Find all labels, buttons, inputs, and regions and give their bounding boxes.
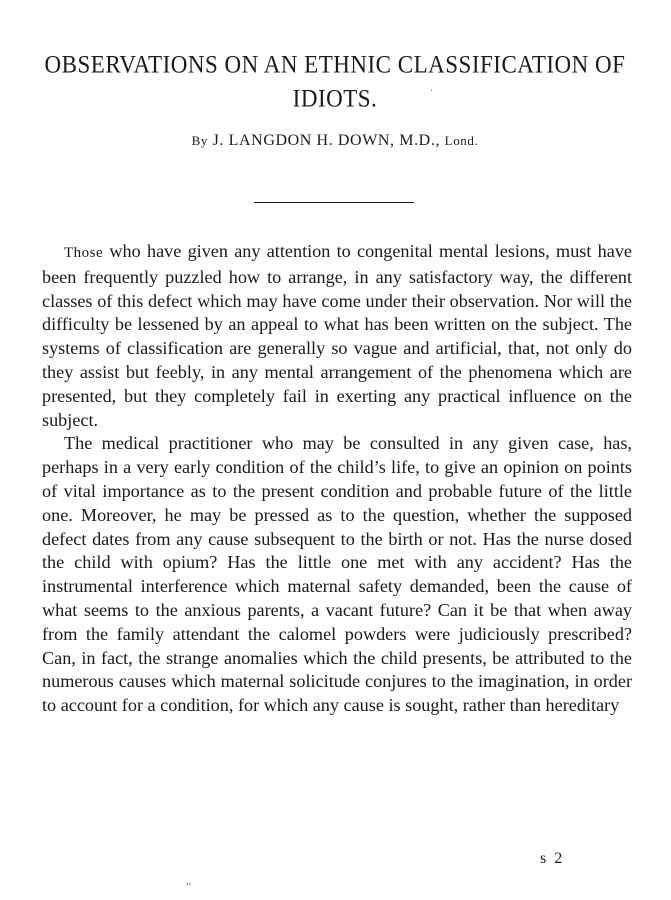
paragraph-1-lead: Those (64, 245, 104, 261)
byline-by: By (191, 133, 208, 148)
title-divider (254, 202, 414, 203)
byline-lond: Lond. (444, 133, 479, 148)
signature-mark: s 2 (540, 850, 565, 867)
print-speck: · (430, 86, 434, 97)
paragraph-2-text: The medical practitioner who may be consulted in any given case, has, perhaps in a very early condition of the child’s life, to give an opinion on points of vital importance as to the present condition and probable future of the little one. Moreover, he may be pressed as to the question, whether the supposed defect dates from any cause subsequent to the birth or not. Has the nurse dosed the child with opium? Has the little one met with any accident? Has the instrumental interference which maternal safety demanded, been the cause of what seems to the anxious parents, a vacant future? Can it be that when away from the family attendant the calomel powders were judiciously prescribed? Can, in fact, the strange anomalies which the child presents, be attributed to the numerous causes which maternal solicitude conjures to the imagination, in order to account for a condition, for which any cause is sought, rather than hereditary (42, 433, 632, 716)
paragraph-1-text: who have given any attention to congenital mental lesions, must have been frequently puzzled how to arrange, in any satisfactory way, the different classes of this defect which may have come under their observation. Nor will the difficulty be lessened by an appeal to what has been written on the subject. The systems of classification are generally so vague and artificial, that, not only do they assist but feebly, in any mental arrangement of the phenomena which are presented, but they completely fail in exerting any practical influence on the subject. (42, 241, 632, 430)
paragraph-1 (42, 240, 632, 432)
paragraph-2 (42, 432, 632, 718)
title-line-2: IDIOTS. (292, 84, 378, 112)
title-line-1: OBSERVATIONS ON AN ETHNIC CLASSIFICATION OF (44, 50, 626, 78)
print-speck: ,, (186, 876, 191, 887)
byline-author: J. LANGDON H. DOWN, M.D., (212, 132, 441, 149)
article-body (42, 240, 632, 718)
byline (60, 132, 610, 150)
